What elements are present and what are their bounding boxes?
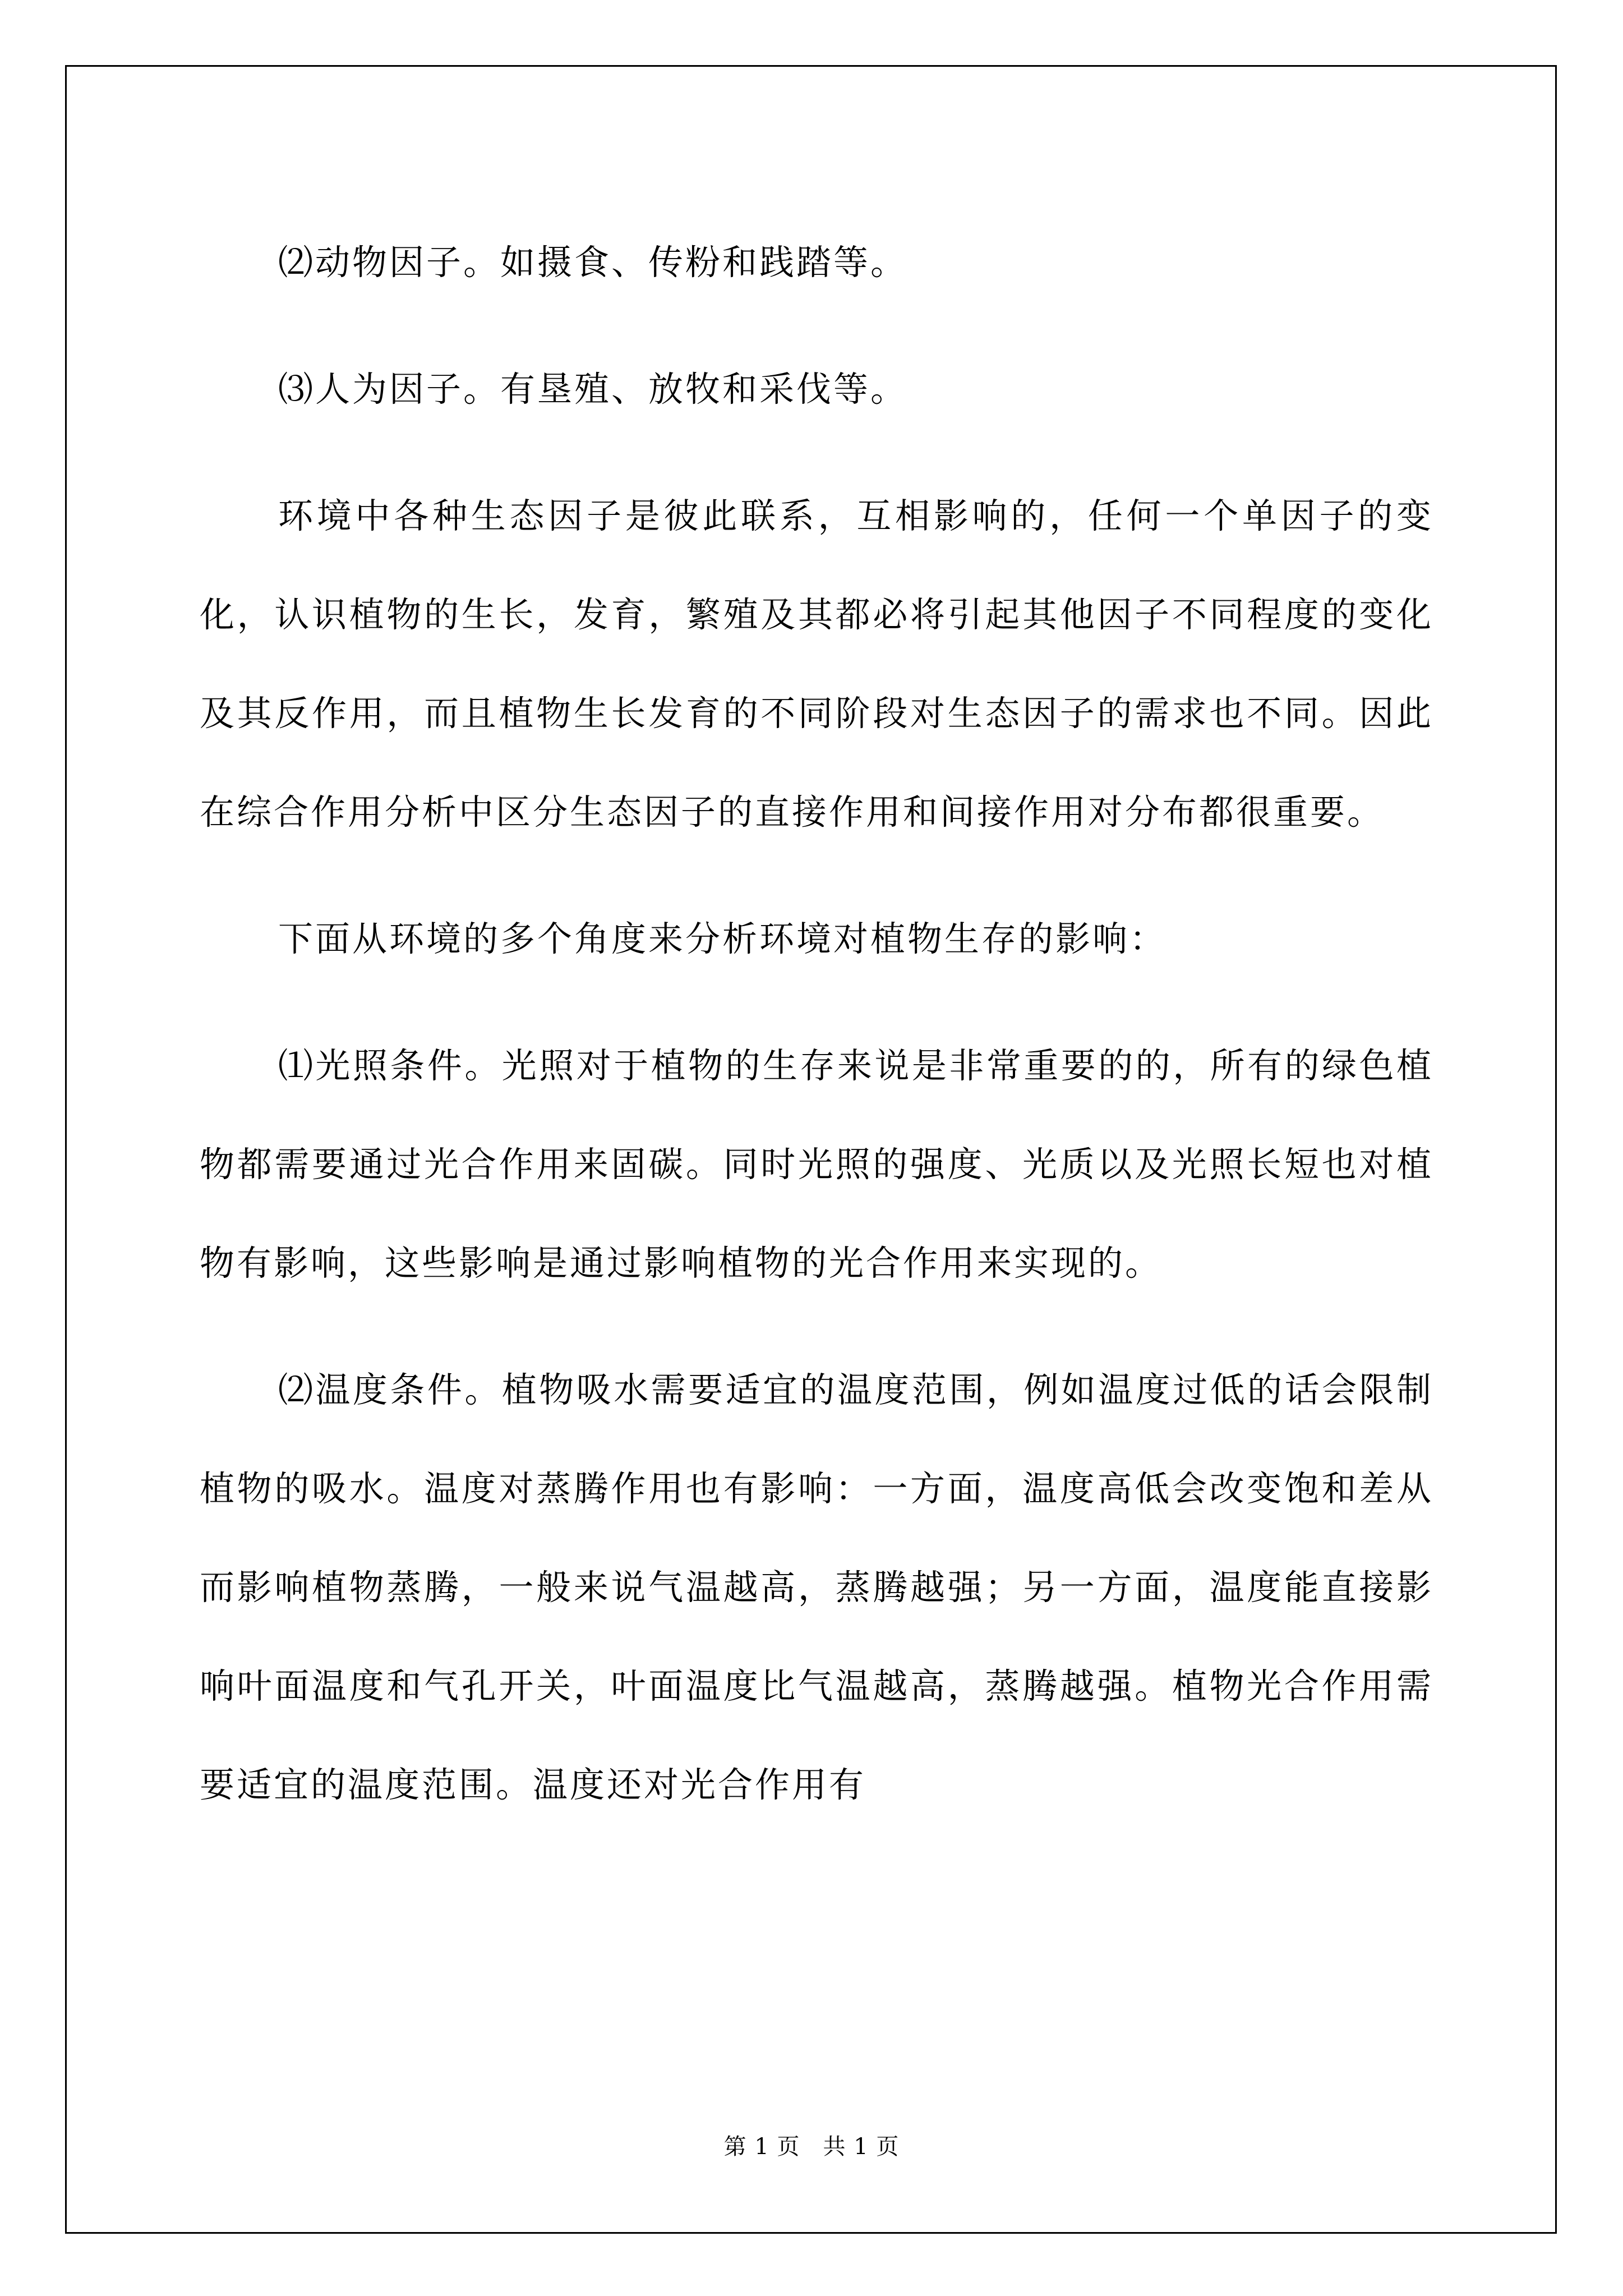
paragraph-light-condition: ⑴光照条件。光照对于植物的生存来说是非常重要的的，所有的绿色植物都需要通过光合作用来固碳。同时光照的强度、光质以及光照长短也对植物有影响，这些影响是通过影响植物的光合作用来实现的。 bbox=[200, 1045, 1433, 1283]
page-footer: 第 1 页 共 1 页 bbox=[723, 2134, 900, 2160]
paragraph-factor-interaction: 环境中各种生态因子是彼此联系，互相影响的，任何一个单因子的变化，认识植物的生长，发育，繁殖及其都必将引起其他因子不同程度的变化及其反作用，而且植物生长发育的不同阶段对生态因子的需求也不同。因此在综合作用分析中区分生态因子的直接作用和间接作用对分布都很重要。 bbox=[200, 495, 1433, 832]
paragraph-animal-factor: ⑵动物因子。如摄食、传粉和践踏等。 bbox=[278, 242, 908, 283]
paragraph-temperature-condition: ⑵温度条件。植物吸水需要适宜的温度范围，例如温度过低的话会限制植物的吸水。温度对蒸腾作用也有影响：一方面，温度高低会改变饱和差从而影响植物蒸腾，一般来说气温越高，蒸腾越强；另一方面，温度能直接影响叶面温度和气孔开关，叶面温度比气温越高，蒸腾越强。植物光合作用需要适宜的温度范围。温度还对光合作用有 bbox=[200, 1369, 1433, 1805]
paragraph-environment-intro: 下面从环境的多个角度来分析环境对植物生存的影响： bbox=[278, 918, 1167, 959]
document-body bbox=[200, 213, 1433, 1862]
paragraph-human-factor: ⑶人为因子。有垦殖、放牧和采伐等。 bbox=[278, 369, 908, 409]
